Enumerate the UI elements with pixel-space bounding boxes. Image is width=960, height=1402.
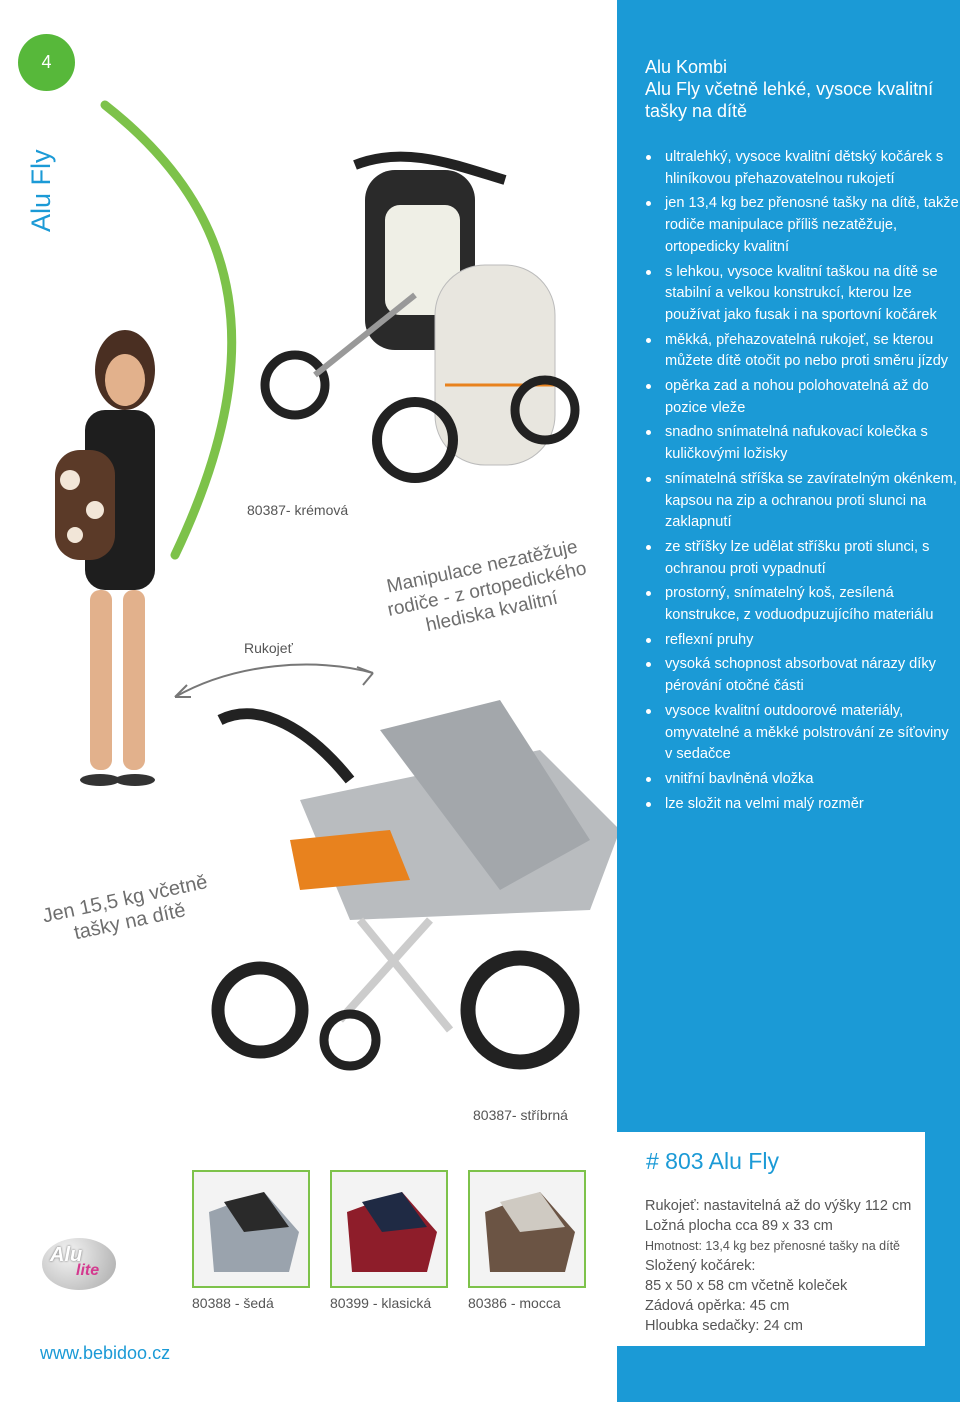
pram-grey-icon bbox=[194, 1172, 308, 1286]
feature-item: snadno snímatelná nafukovací kolečka s kuličkovými ložisky bbox=[645, 422, 960, 465]
pram-silver-image bbox=[200, 690, 620, 1090]
feature-item: vysoce kvalitní outdoorové materiály, omyvatelné a měkké polstrování ze síťoviny v sedačce bbox=[645, 701, 960, 766]
alu-lite-logo bbox=[42, 1238, 116, 1290]
variant-thumb-mocca[interactable] bbox=[468, 1170, 586, 1288]
feature-item: měkká, přehazovatelná rukojeť, se kterou můžete dítě otočit po nebo proti směru jízdy bbox=[645, 330, 960, 373]
caption-silver: 80387- stříbrná bbox=[473, 1107, 568, 1123]
spec-lines bbox=[645, 1196, 935, 1336]
caption-handle: Rukojeť bbox=[244, 640, 293, 656]
handling-text: Manipulace nezatěžuje rodiče - z ortopedického hlediska kvalitní bbox=[384, 536, 589, 637]
feature-item: snímatelná stříška se zavíratelným okénkem, kapsou na zip a ochranou proti slunci na zaklapnutí bbox=[645, 469, 960, 534]
side-title-text: Alu Fly bbox=[26, 149, 56, 232]
panel-heading bbox=[645, 56, 955, 122]
feature-item: vnitřní bavlněná vložka bbox=[645, 769, 960, 791]
spec-title: # 803 Alu Fly bbox=[646, 1148, 779, 1174]
variant-label-mocca: 80386 - mocca bbox=[468, 1295, 561, 1311]
feature-item: ze stříšky lze udělat stříšku proti slunci, s ochranou proti vypadnutí bbox=[645, 537, 960, 580]
spec-handle: Rukojeť: nastavitelná až do výšky 112 cm bbox=[645, 1198, 912, 1214]
woman-with-bag-image bbox=[15, 310, 185, 810]
variant-label-classic: 80399 - klasická bbox=[330, 1295, 432, 1311]
variant-thumb-classic[interactable] bbox=[330, 1170, 448, 1288]
spec-folded-label: Složený kočárek: bbox=[645, 1258, 756, 1274]
variant-thumb-grey[interactable] bbox=[192, 1170, 310, 1288]
feature-item: prostorný, snímatelný koš, zesílená konstrukce, z voduodpuzujícího materiálu bbox=[645, 583, 960, 626]
pram-cream-image bbox=[255, 145, 585, 490]
logo-alu: Alu bbox=[50, 1244, 83, 1266]
variant-label-grey: 80388 - šedá bbox=[192, 1295, 274, 1311]
feature-item: reflexní pruhy bbox=[645, 630, 960, 652]
feature-item: jen 13,4 kg bez přenosné tašky na dítě, takže rodiče manipulace příliš nezatěžuje, ortopedicky kvalitní bbox=[645, 193, 960, 258]
spec-weight: Hmotnost: 13,4 kg bez přenosné tašky na dítě bbox=[645, 1239, 901, 1253]
side-title bbox=[14, 150, 74, 240]
page-number: 4 bbox=[41, 52, 52, 72]
page-number-badge bbox=[18, 34, 75, 91]
feature-item: opěrka zad a nohou polohovatelná až do pozice vleže bbox=[645, 376, 960, 419]
caption-cream: 80387- krémová bbox=[247, 502, 349, 518]
logo-lite: lite bbox=[76, 1262, 100, 1279]
heading-line2: Alu Fly včetně lehké, vysoce kvalitní tašky na dítě bbox=[645, 79, 934, 121]
spec-backrest: Zádová opěrka: 45 cm bbox=[645, 1298, 790, 1314]
feature-item: vysoká schopnost absorbovat nárazy díky pérování otočné části bbox=[645, 654, 960, 697]
pram-mocca-icon bbox=[470, 1172, 584, 1286]
feature-item: ultralehký, vysoce kvalitní dětský kočárek s hliníkovou přehazovatelnou rukojetí bbox=[645, 147, 960, 190]
spec-seat-depth: Hloubka sedačky: 24 cm bbox=[645, 1318, 803, 1334]
spec-lying: Ložná plocha cca 89 x 33 cm bbox=[645, 1218, 833, 1234]
pram-classic-icon bbox=[332, 1172, 446, 1286]
weight-text: Jen 15,5 kg včetně tašky na dítě bbox=[40, 871, 210, 945]
feature-list bbox=[645, 147, 960, 818]
spec-folded-value: 85 x 50 x 58 cm včetně koleček bbox=[645, 1278, 848, 1294]
feature-item: s lehkou, vysoce kvalitní taškou na dítě se stabilní a velkou konstrukcí, kterou lze používat jako fusak i na sportovní kočárek bbox=[645, 262, 960, 327]
feature-item: lze složit na velmi malý rozměr bbox=[645, 794, 960, 816]
heading-line1: Alu Kombi bbox=[645, 57, 728, 77]
website-link[interactable]: www.bebidoo.cz bbox=[40, 1343, 171, 1363]
